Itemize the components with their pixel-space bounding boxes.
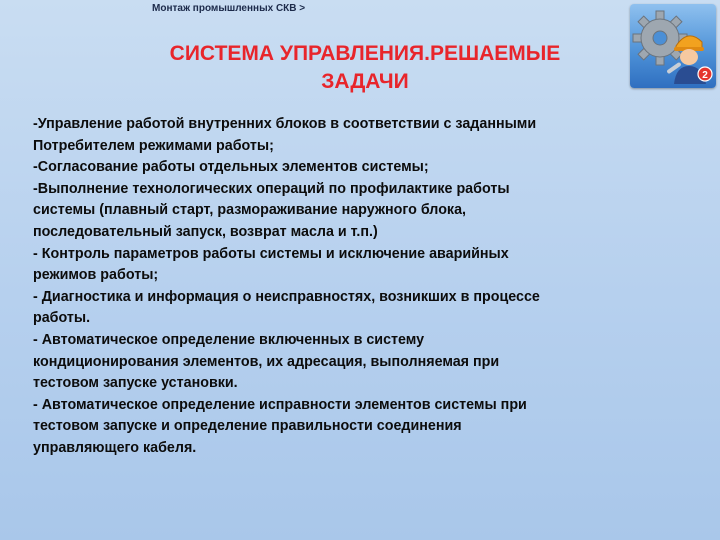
content-line: кондиционирования элементов, их адресация, выполняемая при	[33, 353, 500, 370]
content-line: - Автоматическое определение включенных в систему	[33, 331, 425, 348]
content-line: -Выполнение технологических операций по профилактике работы	[33, 180, 510, 197]
title-line-2: ЗАДАЧИ	[321, 70, 409, 93]
content-line: последовательный запуск, возврат масла и т.п.)	[33, 223, 378, 240]
logo-badge: 2	[702, 70, 708, 81]
content-line: - Автоматическое определение исправности элементов системы при	[33, 396, 527, 413]
content-line: режимов работы;	[33, 267, 159, 284]
page-title	[120, 40, 610, 96]
content-line: тестовом запуске и определение правильности соединения	[33, 418, 462, 435]
content-text	[33, 114, 698, 460]
content-line: -Согласование работы отдельных элементов системы;	[33, 159, 429, 176]
logo	[630, 4, 716, 88]
content-line: - Диагностика и информация о неисправностях, возникших в процессе	[33, 288, 540, 305]
content-line: работы.	[33, 310, 91, 327]
title-line-1: СИСТЕМА УПРАВЛЕНИЯ.РЕШАЕМЫЕ	[169, 42, 561, 65]
content-line: тестовом запуске установки.	[33, 375, 238, 392]
breadcrumb: Монтаж промышленных СКВ >	[152, 3, 306, 14]
content-line: системы (плавный старт, размораживание наружного блока,	[33, 202, 467, 219]
content-line: - Контроль параметров работы системы и исключение аварийных	[33, 245, 509, 262]
content-line: Потребителем режимами работы;	[33, 137, 274, 154]
content-line: -Управление работой внутренних блоков в соответствии с заданными	[33, 116, 537, 132]
gear-worker-icon	[630, 4, 716, 88]
content-line: управляющего кабеля.	[33, 439, 197, 456]
